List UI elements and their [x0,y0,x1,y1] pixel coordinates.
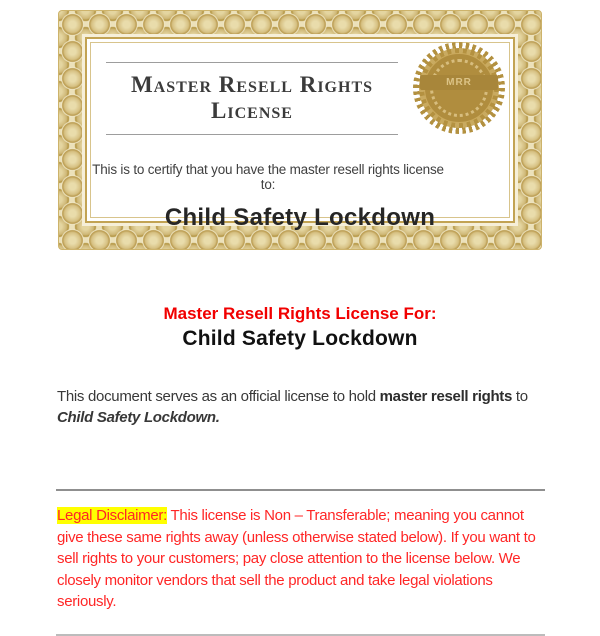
divider-bottom [56,634,545,636]
certificate-title-block [106,62,398,135]
legal-disclaimer-paragraph [57,505,548,613]
title-rule-bottom [106,134,398,135]
seal-banner: MRR [420,75,498,90]
license-for-heading: Master Resell Rights License For: [163,304,437,323]
certify-line: This is to certify that you have the master resell rights license to: [92,162,444,192]
certificate-product-name: Child Safety Lockdown [164,204,436,231]
legal-disclaimer-text: This license is Non – Transferable; meaning you cannot give these same rights away (unless otherwise stated below). If you want to sell rights to your customers; pay close attention to the license below. We closely monitor vendors that sell the product and take legal violations seriously. [57,507,536,610]
divider-top [56,489,545,491]
title-rule-top [106,62,398,63]
product-name-heading: Child Safety Lockdown [182,327,418,350]
body-text-bold: master resell rights [379,388,513,405]
body-text-suffix: to [512,388,528,405]
body-product-name: Child Safety Lockdown. [57,409,220,426]
body-text-prefix: This document serves as an official license to hold [57,388,380,405]
gold-seal-icon [413,42,505,134]
legal-disclaimer-label: Legal Disclaimer: [57,507,167,524]
license-body-paragraph [57,386,545,428]
certificate-title: Master Resell Rights License [130,72,374,123]
license-certificate [58,10,542,250]
